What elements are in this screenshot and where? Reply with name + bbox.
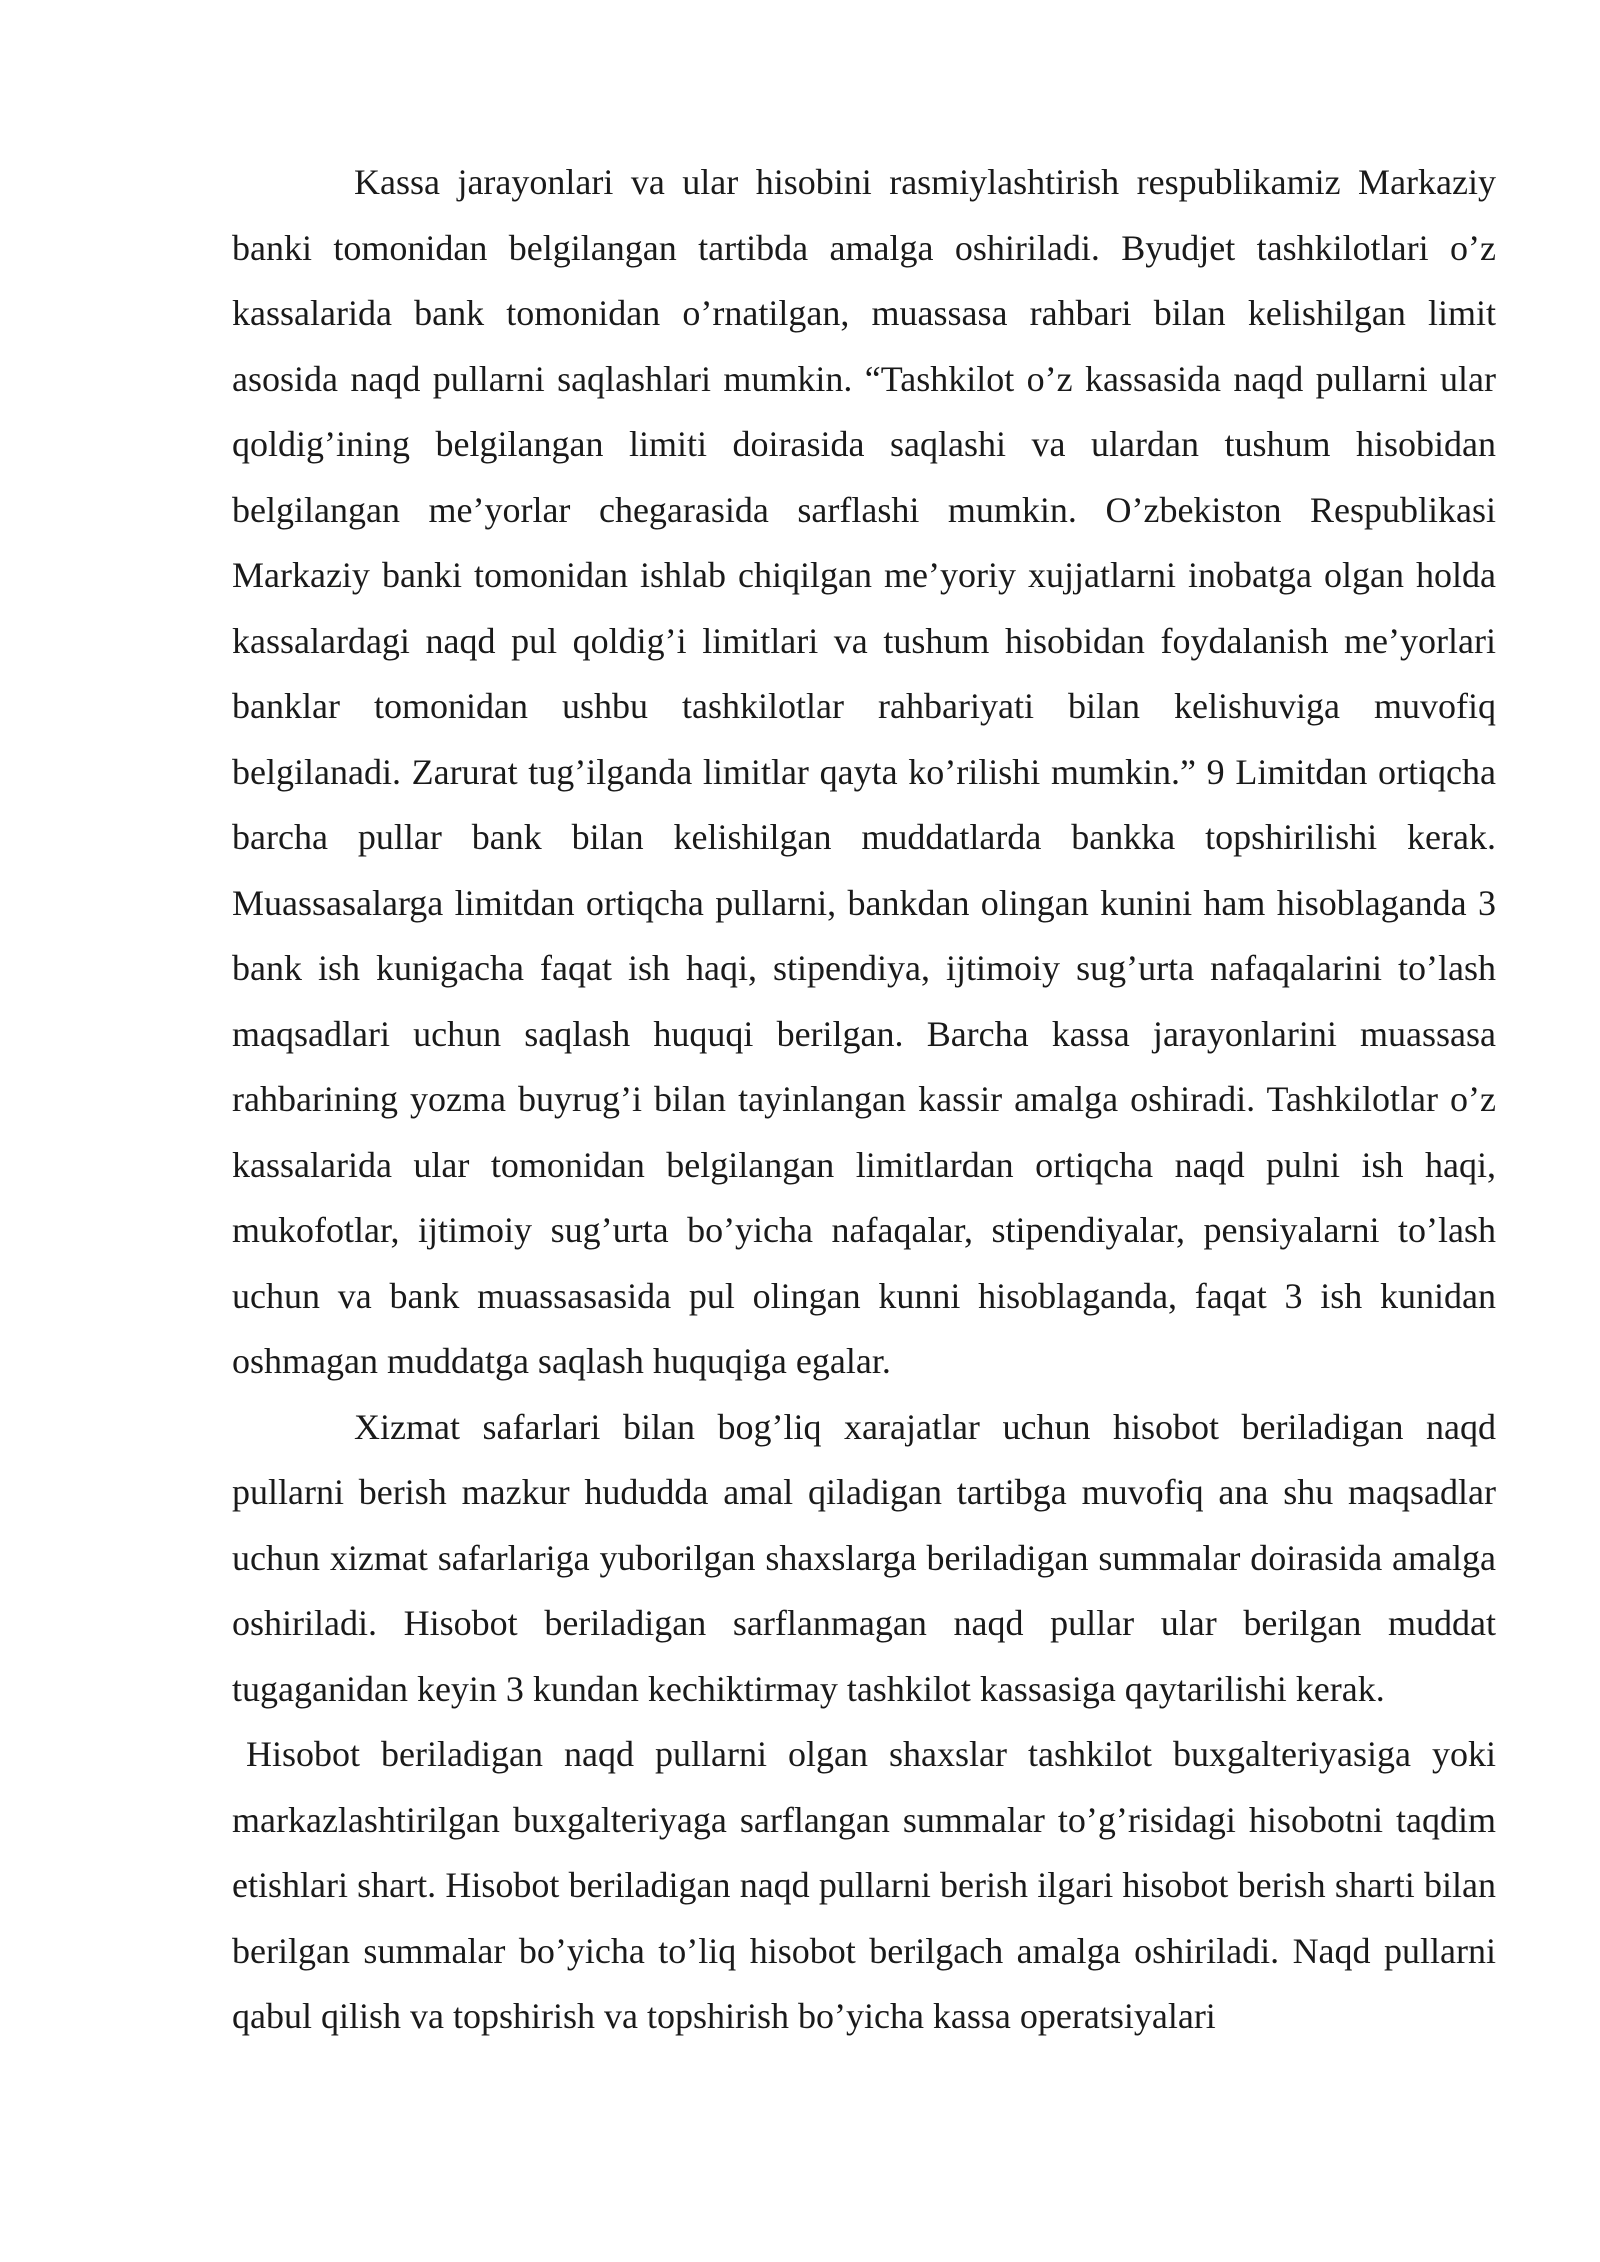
- paragraph-cash-operations: Kassa jarayonlari va ular hisobini rasmiylashtirish respublikamiz Markaziy banki tomonidan belgilangan tartibda amalga oshiriladi. Byudjet tashkilotlari o’z kassalarida bank tomonidan o’rnatilgan, muassasa rahbari bilan kelishilgan limit asosida naqd pullarni saqlashlari mumkin. “Tashkilot o’z kassasida naqd pullarni ular qoldig’ining belgilangan limiti doirasida saqlashi va ulardan tushum hisobidan belgilangan me’yorlar chegarasida sarflashi mumkin. O’zbekiston Respublikasi Markaziy banki tomonidan ishlab chiqilgan me’yoriy xujjatlarni inobatga olgan holda kassalardagi naqd pul qoldig’i limitlari va tushum hisobidan foydalanish me’yorlari banklar tomonidan ushbu tashkilotlar rahbariyati bilan kelishuviga muvofiq belgilanadi. Zarurat tug’ilganda limitlar qayta ko’rilishi mumkin.” 9 Limitdan ortiqcha barcha pullar bank bilan kelishilgan muddatlarda bankka topshirilishi kerak. Muassasalarga limitdan ortiqcha pullarni, bankdan olingan kunini ham hisoblaganda 3 bank ish kunigacha faqat ish haqi, stipendiya, ijtimoiy sug’urta nafaqalarini to’lash maqsadlari uchun saqlash huquqi berilgan. Barcha kassa jarayonlarini muassasa rahbarining yozma buyrug’i bilan tayinlangan kassir amalga oshiradi. Tashkilotlar o’z kassalarida ular tomonidan belgilangan limitlardan ortiqcha naqd pulni ish haqi, mukofotlar, ijtimoiy sug’urta bo’yicha nafaqalar, stipendiyalar, pensiyalarni to’lash uchun va bank muassasasida pul olingan kunni hisoblaganda, faqat 3 ish kunidan oshmagan muddatga saqlash huquqiga egalar.: [232, 162, 1496, 1381]
- document-body: [232, 150, 1496, 2050]
- paragraph-accountable-funds: Hisobot beriladigan naqd pullarni olgan shaxslar tashkilot buxgalteriyasiga yoki markazlashtirilgan buxgalteriyaga sarflangan summalar to’g’risidagi hisobotni taqdim etishlari shart. Hisobot beriladigan naqd pullarni berish ilgari hisobot berish sharti bilan berilgan summalar bo’yicha to’liq hisobot berilgach amalga oshiriladi. Naqd pullarni qabul qilish va topshirish va topshirish bo’yicha kassa operatsiyalari: [232, 1734, 1496, 2036]
- paragraph-business-trips: Xizmat safarlari bilan bog’liq xarajatlar uchun hisobot beriladigan naqd pullarni berish mazkur hududda amal qiladigan tartibga muvofiq ana shu maqsadlar uchun xizmat safarlariga yuborilgan shaxslarga beriladigan summalar doirasida amalga oshiriladi. Hisobot beriladigan sarflanmagan naqd pullar ular berilgan muddat tugaganidan keyin 3 kundan kechiktirmay tashkilot kassasiga qaytarilishi kerak.: [232, 1406, 1496, 1709]
